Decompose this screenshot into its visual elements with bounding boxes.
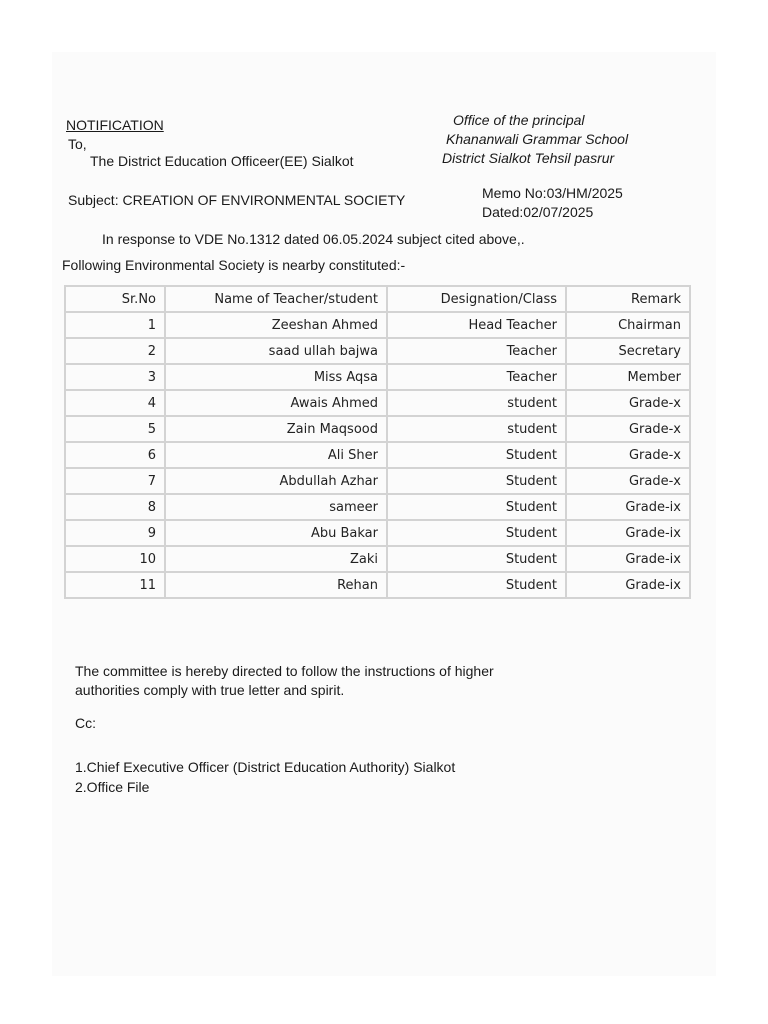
- header-name: Name of Teacher/student: [165, 286, 387, 312]
- cell-remark: Grade-x: [566, 390, 690, 416]
- cell-designation: Student: [387, 468, 566, 494]
- cell-remark: Secretary: [566, 338, 690, 364]
- closing-line-2: authorities comply with true letter and spirit.: [75, 682, 345, 698]
- cell-designation: Student: [387, 546, 566, 572]
- cell-sr-no: 1: [65, 312, 165, 338]
- table-row: [65, 546, 690, 572]
- table-row: [65, 312, 690, 338]
- cell-remark: Grade-ix: [566, 520, 690, 546]
- office-line-2: Khananwali Grammar School: [446, 131, 629, 147]
- cell-designation: student: [387, 416, 566, 442]
- table-row: [65, 572, 690, 598]
- office-line-1: Office of the principal: [453, 112, 585, 128]
- cell-designation: Student: [387, 572, 566, 598]
- office-line-3: District Sialkot Tehsil pasrur: [442, 150, 615, 166]
- cell-sr-no: 8: [65, 494, 165, 520]
- cell-name: Abu Bakar: [165, 520, 387, 546]
- cell-name: Abdullah Azhar: [165, 468, 387, 494]
- notification-title: NOTIFICATION: [66, 117, 164, 133]
- cell-remark: Grade-x: [566, 468, 690, 494]
- table-row: [65, 494, 690, 520]
- table-row: [65, 338, 690, 364]
- table-side-mark: [689, 464, 691, 554]
- cell-designation: Student: [387, 442, 566, 468]
- cell-remark: Chairman: [566, 312, 690, 338]
- cell-name: Zaki: [165, 546, 387, 572]
- cell-sr-no: 4: [65, 390, 165, 416]
- cell-sr-no: 10: [65, 546, 165, 572]
- cell-name: Miss Aqsa: [165, 364, 387, 390]
- recipient-line: The District Education Officeer(EE) Sialkot: [90, 153, 354, 169]
- cell-sr-no: 6: [65, 442, 165, 468]
- to-label: To,: [68, 136, 87, 152]
- cell-name: Zain Maqsood: [165, 416, 387, 442]
- cell-sr-no: 3: [65, 364, 165, 390]
- cc-item-1: 1.Chief Executive Officer (District Education Authority) Sialkot: [75, 759, 456, 775]
- memo-date: Dated:02/07/2025: [482, 204, 594, 220]
- cell-designation: Head Teacher: [387, 312, 566, 338]
- closing-line-1: The committee is hereby directed to follow the instructions of higher: [75, 663, 494, 679]
- cell-designation: student: [387, 390, 566, 416]
- cc-label: Cc:: [75, 715, 96, 731]
- table-row: [65, 442, 690, 468]
- cell-designation: Student: [387, 520, 566, 546]
- subject-line: Subject: CREATION OF ENVIRONMENTAL SOCIETY: [68, 192, 406, 208]
- cell-remark: Grade-ix: [566, 494, 690, 520]
- cell-sr-no: 7: [65, 468, 165, 494]
- cell-sr-no: 11: [65, 572, 165, 598]
- cell-remark: Grade-ix: [566, 546, 690, 572]
- cell-name: Rehan: [165, 572, 387, 598]
- cell-remark: Grade-x: [566, 416, 690, 442]
- header-designation: Designation/Class: [387, 286, 566, 312]
- cell-sr-no: 9: [65, 520, 165, 546]
- cell-name: Ali Sher: [165, 442, 387, 468]
- cell-sr-no: 5: [65, 416, 165, 442]
- table-row: [65, 416, 690, 442]
- cell-designation: Teacher: [387, 338, 566, 364]
- society-members-table: [64, 285, 691, 599]
- cell-name: saad ullah bajwa: [165, 338, 387, 364]
- cell-name: Awais Ahmed: [165, 390, 387, 416]
- cell-sr-no: 2: [65, 338, 165, 364]
- intro-line: Following Environmental Society is nearby constituted:-: [62, 257, 406, 273]
- table-row: [65, 364, 690, 390]
- cell-remark: Grade-ix: [566, 572, 690, 598]
- memo-number: Memo No:03/HM/2025: [482, 185, 623, 201]
- cell-name: Zeeshan Ahmed: [165, 312, 387, 338]
- reference-line: In response to VDE No.1312 dated 06.05.2024 subject cited above,.: [102, 231, 525, 247]
- cell-remark: Grade-x: [566, 442, 690, 468]
- cell-remark: Member: [566, 364, 690, 390]
- cell-designation: Student: [387, 494, 566, 520]
- table-row: [65, 520, 690, 546]
- header-remark: Remark: [566, 286, 690, 312]
- table-row: [65, 390, 690, 416]
- table-row: [65, 468, 690, 494]
- table-header-row: [65, 286, 690, 312]
- cell-designation: Teacher: [387, 364, 566, 390]
- header-sr-no: Sr.No: [65, 286, 165, 312]
- cc-item-2: 2.Office File: [75, 779, 150, 795]
- cell-name: sameer: [165, 494, 387, 520]
